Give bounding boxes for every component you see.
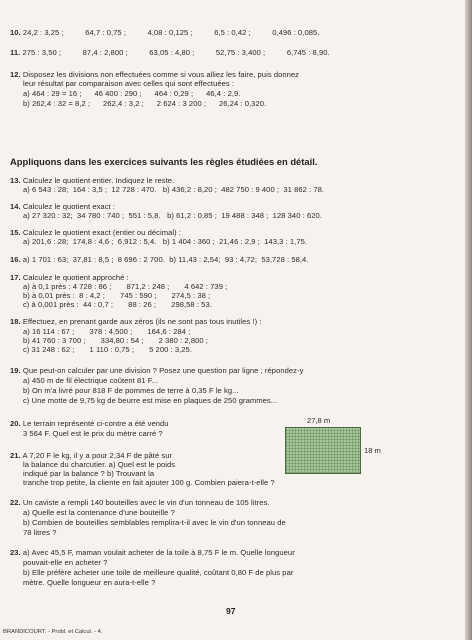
line-text: a) 6 543 : 28; 164 : 3,5 ; 12 728 : 470. b) 436,2 : 8,20 ; 482 750 : 9 400 ; 31 862 : 78. [10,185,325,194]
line-text: 24,2 : 3,25 ; 64,7 : 0,75 ; 4,08 : 0,125 ; 6,5 : 0,42 ; 0,496 : 0,085. [20,28,320,37]
exercise-number: 21. [10,451,21,460]
text-line [10,478,472,487]
text-line [10,79,472,88]
text-line [10,568,472,577]
exercise-number: 22. [10,498,21,507]
text-line [10,327,472,336]
text-line [10,211,472,220]
line-text: leur résultat par comparaison avec celles qui sont effectuées : [10,79,235,88]
text-line [10,548,472,557]
line-text: b) 41 760 : 3 700 ; 334,80 : 54 ; 2 380 : 2,800 ; [10,336,208,345]
line-text: Calculez le quotient exact : [20,202,116,211]
text-line [10,558,472,567]
text-line [10,237,472,246]
line-text: b) Combien de bouteilles semblables remplira-t-il avec le vin d'un tonneau de [10,518,286,527]
line-text: Le terrain représenté ci-contre a été vendu [20,419,169,428]
line-text: a) 201,6 : 28; 174,8 : 4,6 ; 6,912 : 5,4. b) 1 404 : 360 ; 21,46 : 2,9 ; 143,3 : 1,75. [10,237,308,246]
line-text: b) à 0,01 près : 8 : 4,2 ; 745 : 590 ; 274,5 : 38 ; [10,291,211,300]
text-line [10,460,472,469]
text-line [10,99,472,108]
text-line [10,396,472,405]
line-text: a) 450 m de fil électrique coûtent 81 F... [10,376,159,385]
text-line [10,273,472,282]
text-line [10,419,472,428]
page-number: 97 [226,606,236,616]
text-line [10,451,472,460]
line-text: pouvait-elle en acheter ? [10,558,108,567]
line-text: c) à 0,001 près : 44 : 0,7 ; 88 : 26 ; 298,58 : 53. [10,300,212,309]
field-diagram [285,427,361,474]
line-text: Calculez le quotient entier. Indiquez le reste. [20,176,175,185]
line-text: 78 litres ? [10,528,57,537]
text-line [10,176,472,185]
text-line [10,300,472,309]
exercise-number: 15. [10,228,21,237]
field-height-label: 18 m [364,446,381,455]
line-text: c) Une motte de 9,75 kg de beurre est mise en plaques de 250 grammes... [10,396,278,405]
exercise-number: 12. [10,70,21,79]
line-text: Calculez le quotient exact (entier ou décimal) : [20,228,182,237]
line-text: a) 16 114 : 67 ; 378 : 4,500 ; 164,6 : 284 ; [10,327,191,336]
text-line [10,508,472,517]
exercise-number: 23. [10,548,21,557]
line-text: b) Elle préfère acheter une toile de meilleure qualité, coûtant 0,80 F de plus par [10,568,294,577]
text-line [10,429,472,438]
line-text: indiqué par la balance ? b) Trouvant la [10,469,155,478]
line-text: a) 464 : 29 = 16 ; 46 400 : 290 ; 464 : 0,29 ; 46,4 : 2,9. [10,89,241,98]
text-line [10,366,472,375]
line-text: Effectuez, en prenant garde aux zéros (ils ne sont pas tous inutiles !) : [20,317,262,326]
line-text: tranche trop petite, la cliente en fait ajouter 100 g. Combien paiera-t-elle ? [10,478,275,487]
exercise-number: 19. [10,366,21,375]
text-line [10,255,472,264]
line-text: c) 31 248 : 62 ; 1 110 : 0,75 ; 5 200 : 3,25. [10,345,192,354]
text-line [10,386,472,395]
footer-credit: BRANDICOURT. - Probl. et Calcul. - 4. [3,629,103,635]
text-line [10,228,472,237]
line-text: b) On m'a livré pour 818 F de pommes de terre à 0,35 F le kg... [10,386,239,395]
text-line [10,202,472,211]
line-text: Disposez les divisions non effectuées comme si vous alliez les faire, puis donnez [20,70,300,79]
line-text: a) à 0,1 près : 4 728 : 86 ; 871,2 : 248 ; 4 642 : 739 ; [10,282,228,291]
exercise-number: 20. [10,419,21,428]
exercise-number: 17. [10,273,21,282]
text-line [10,317,472,326]
line-text: b) 262,4 : 32 = 8,2 ; 262,4 : 3,2 ; 2 624 : 3 200 ; 26,24 : 0,320. [10,99,267,108]
exercise-number: 11. [10,48,21,57]
text-line [10,518,472,527]
exercise-number: 18. [10,317,21,326]
exercise-number: 10. [10,28,21,37]
text-line [10,28,472,37]
line-text: Un caviste a rempli 140 bouteilles avec le vin d'un tonneau de 105 litres. [20,498,270,507]
line-text: Calculez le quotient approché : [20,273,129,282]
text-line [10,291,472,300]
exercise-number: 16. [10,255,21,264]
line-text: a) Quelle est la contenance d'une bouteille ? [10,508,175,517]
text-line [10,528,472,537]
line-text: A 7,20 F le kg, il y a pour 2,34 F de pâté sur [20,451,173,460]
exercise-number: 14. [10,202,21,211]
section-heading: Appliquons dans les exercices suivants les règles étudiées en détail. [10,156,318,167]
text-line [10,469,472,478]
text-line [10,282,472,291]
text-line [10,376,472,385]
text-line [10,70,472,79]
line-text: a) 27 320 : 32; 34 780 : 740 ; 551 : 5,8. b) 61,2 : 0,85 ; 19 488 : 348 ; 128 340 : 620. [10,211,322,220]
exercise-number: 13. [10,176,21,185]
text-line [10,48,472,57]
text-line [10,89,472,98]
line-text: 3 564 F. Quel est le prix du mètre carré ? [10,429,163,438]
text-line [10,345,472,354]
field-width-label: 27,8 m [307,416,331,425]
line-text: Que peut-on calculer par une division ? Posez une question par ligne ; répondez-y [20,366,304,375]
line-text: 275 : 3,50 ; 87,4 : 2,800 ; 63,05 : 4,80 ; 52,75 : 3,400 ; 6,745 : 8,90. [20,48,330,57]
text-line [10,498,472,507]
text-line [10,336,472,345]
line-text: mètre. Quelle longueur en aura-t-elle ? [10,578,156,587]
text-line [10,578,472,587]
text-line [10,185,472,194]
line-text: la balance du charcutier. a) Quel est le poids [10,460,176,469]
line-text: a) 1 701 : 63; 37,81 : 8,5 ; 8 696 : 2 700. b) 11,43 : 2,54; 93 : 4,72; 53,728 : 58,4. [20,255,309,264]
line-text: a) Avec 45,5 F, maman voulait acheter de la toile à 8,75 F le m. Quelle longueur [20,548,295,557]
